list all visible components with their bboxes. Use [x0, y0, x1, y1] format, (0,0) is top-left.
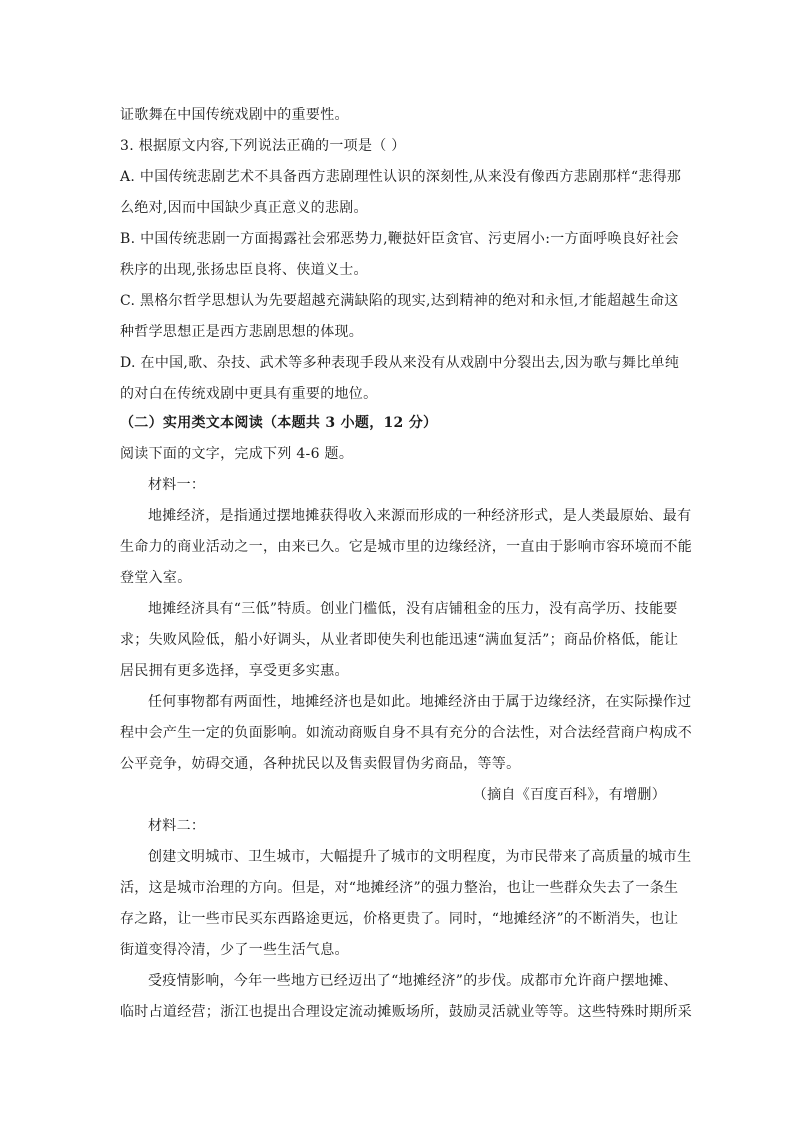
paragraph-line: 登堂入室。 [120, 570, 192, 586]
paragraph-line: 居民拥有更多选择，享受更多实惠。 [120, 663, 349, 679]
option-d [120, 348, 680, 410]
option-d-line: 的对白在传统戏剧中更具有重要的地位。 [120, 386, 378, 402]
paragraph-line: 存之路，让一些市民买东西路途更远，价格更贵了。同时，“地摊经济”的不断消失，也让 [120, 911, 679, 927]
paragraph-line: 活，这是城市治理的方向。但是，对“地摊经济”的强力整治，也让一些群众失去了一条生 [120, 880, 679, 896]
paragraph-line: 求；失败风险低，船小好调头，从业者即使失利也能迅速“满血复活”；商品价格低，能让 [120, 632, 679, 648]
paragraph-line: 任何事物都有两面性，地摊经济也是如此。地摊经济由于属于边缘经济，在实际操作过 [148, 694, 692, 710]
material-2-label: 材料二： [148, 818, 206, 834]
material-2-paragraph [120, 842, 692, 966]
material-1-paragraph [120, 687, 692, 780]
paragraph-line: 程中会产生一定的负面影响。如流动商贩自身不具有充分的合法性，对合法经营商户构成不 [120, 725, 692, 741]
document-page [120, 100, 692, 1028]
option-c [120, 286, 679, 348]
material-1-label: 材料一： [148, 477, 206, 493]
option-a [120, 162, 682, 224]
question-lead-in: 证歌舞在中国传统戏剧中的重要性。 [120, 107, 349, 123]
option-a-line: 么绝对,因而中国缺少真正意义的悲剧。 [120, 200, 368, 216]
option-a-line: A. 中国传统悲剧艺术不具备西方悲剧理性认识的深刻性,从来没有像西方悲剧那样“悲得那 [120, 169, 682, 185]
paragraph-line: 地摊经济，是指通过摆地摊获得收入来源而形成的一种经济形式，是人类最原始、最有 [148, 508, 692, 524]
material-2-paragraph [120, 966, 692, 1028]
paragraph-line: 地摊经济具有“三低”特质。创业门槛低，没有店铺租金的压力，没有高学历、技能要 [148, 601, 678, 617]
paragraph-line: 街道变得冷清，少了一些生活气息。 [120, 942, 349, 958]
section-heading: （二）实用类文本阅读（本题共 3 小题，12 分） [120, 415, 438, 431]
section-instruction: 阅读下面的文字，完成下列 4-6 题。 [120, 446, 354, 462]
question-3-stem: 3. 根据原文内容,下列说法正确的一项是（ ） [120, 138, 406, 154]
option-b [120, 224, 679, 286]
paragraph-line: 生命力的商业活动之一，由来已久。它是城市里的边缘经济，一直由于影响市容环境而不能 [120, 539, 692, 555]
option-c-line: C. 黑格尔哲学思想认为先要超越充满缺陷的现实,达到精神的绝对和永恒,才能超越生命这 [120, 293, 679, 309]
option-b-line: B. 中国传统悲剧一方面揭露社会邪恶势力,鞭挞奸臣贪官、污吏屑小:一方面呼唤良好社会 [120, 231, 679, 247]
option-b-line: 秩序的出现,张扬忠臣良将、侠道义士。 [120, 262, 368, 278]
source-citation: （摘自《百度百科》，有增删） [472, 787, 666, 803]
option-c-line: 种哲学思想正是西方悲剧思想的体现。 [120, 324, 364, 340]
paragraph-line: 公平竞争，妨碍交通，各种扰民以及售卖假冒伪劣商品，等等。 [120, 756, 521, 772]
option-d-line: D. 在中国,歌、杂技、武术等多种表现手段从来没有从戏剧中分裂出去,因为歌与舞比单纯 [120, 355, 680, 371]
paragraph-line: 受疫情影响，今年一些地方已经迈出了“地摊经济”的步伐。成都市允许商户摆地摊、 [148, 973, 678, 989]
material-1-paragraph [120, 501, 692, 594]
material-1-paragraph [120, 594, 679, 687]
paragraph-line: 创建文明城市、卫生城市，大幅提升了城市的文明程度，为市民带来了高质量的城市生 [148, 849, 692, 865]
paragraph-line: 临时占道经营；浙江也提出合理设定流动摊贩场所，鼓励灵活就业等等。这些特殊时期所采 [120, 1004, 692, 1020]
